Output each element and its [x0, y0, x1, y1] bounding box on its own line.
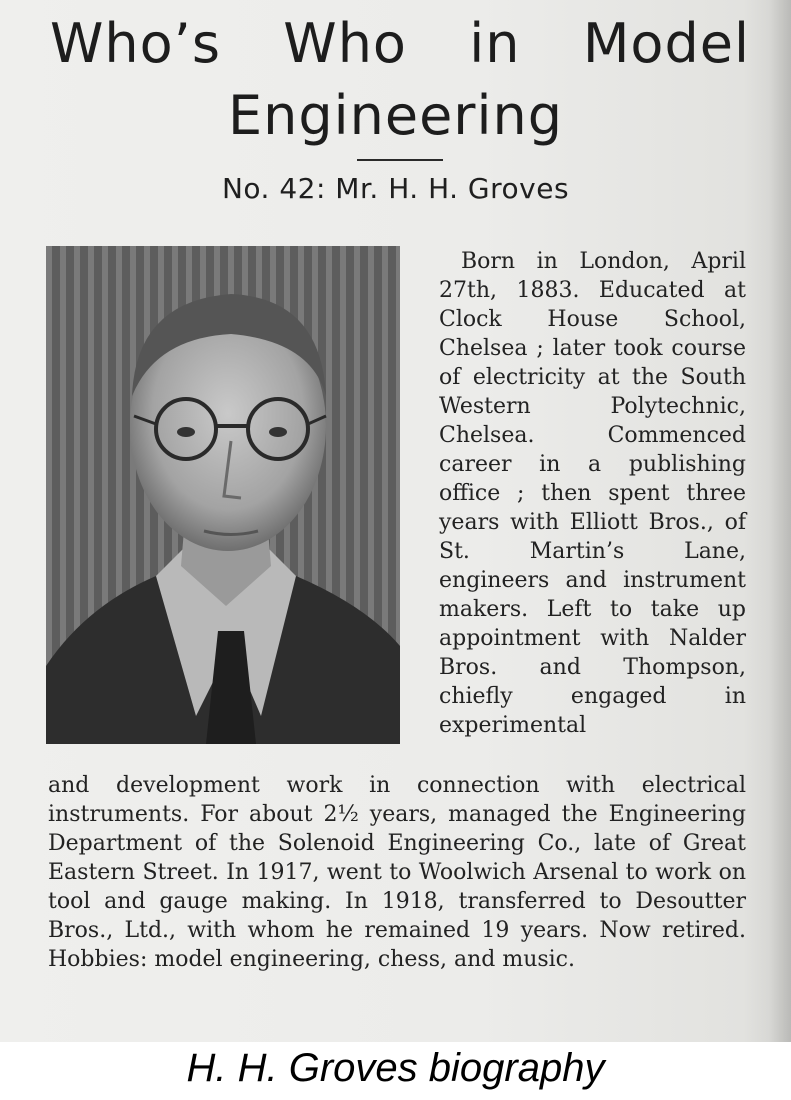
title-word: Model [582, 12, 750, 75]
article-subtitle: No. 42: Mr. H. H. Groves [221, 172, 570, 205]
page-edge-shadow [769, 0, 791, 1042]
image-caption: H. H. Groves biography [186, 1046, 605, 1090]
title-word: Who [283, 12, 407, 75]
biography-column-text: Born in London, April 27th, 1883. Educated at Clock House School, Chelsea ; later took course of electricity at the South Western Polytechnic, Chelsea. Commenced career in a publishing office ; then spent three years with Elliott Bros., of St. Martin’s Lane, engineers and instrument makers. Left to take up appointment with Nalder Bros. and Thompson, chiefly engaged in experimental [439, 249, 746, 738]
page-title-line-2: Engineering [228, 84, 563, 147]
title-word: Who’s [50, 12, 221, 75]
title-word: in [469, 12, 521, 75]
biography-full-width-text: and development work in connection with electrical instruments. For about 2½ years, managed the Engineering Department of the Solenoid Engineering Co., late of Great Eastern Street. In 1917, went to Woolwich Arsenal to work on tool and gauge making. In 1918, transferred to Desoutter Bros., Ltd., with whom he remained 19 years. Now retired. Hobbies: model engineering, chess, and music. [48, 773, 746, 972]
page-title-line-1 [50, 14, 750, 74]
title-divider [357, 159, 443, 161]
portrait-photo [46, 246, 400, 744]
